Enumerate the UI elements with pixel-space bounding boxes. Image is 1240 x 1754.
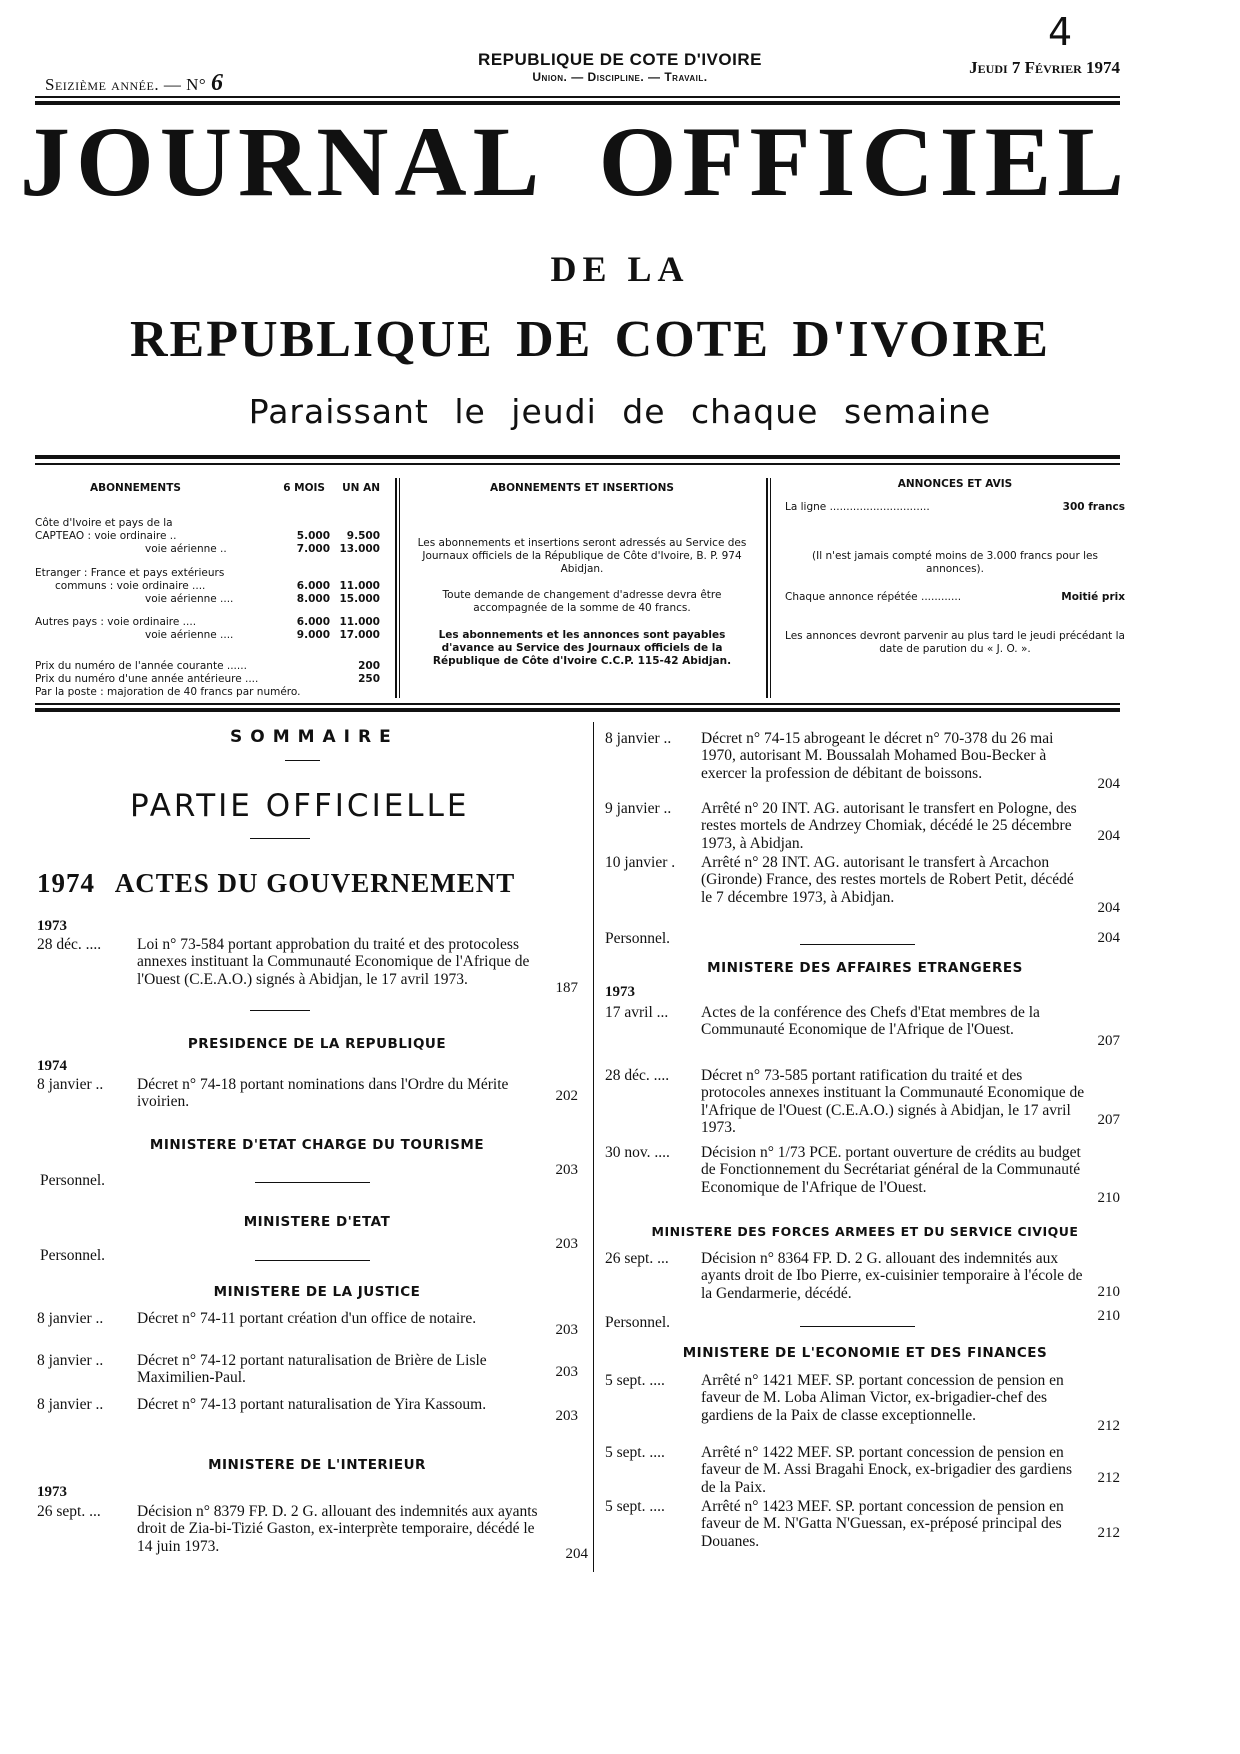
section-etrangeres: MINISTERE DES AFFAIRES ETRANGERES <box>707 960 1023 976</box>
entry-page: 207 <box>1097 1112 1120 1128</box>
section-presidence: PRESIDENCE DE LA REPUBLIQUE <box>187 1036 447 1052</box>
info-box-top-rule-2 <box>35 463 1120 465</box>
insertions-title: ABONNEMENTS ET INSERTIONS <box>490 482 674 494</box>
entry-text: Décret n° 73-585 portant ratification du traité et des protocoles annexes instituant la Communauté Economique de l'Afrique de l'Ouest (C.E.A.O.) signés à Abidjan, le 17 avril 1973. <box>701 1067 1085 1137</box>
header-rule-thick <box>35 101 1120 105</box>
year-label: Seizième année. <box>45 75 160 94</box>
title-journal: JOURNAL <box>20 106 546 217</box>
entry-page: 212 <box>1097 1418 1120 1434</box>
entry-date: 28 déc. .... <box>37 936 102 953</box>
autres-label: Autres pays : voie ordinaire .... <box>35 615 197 628</box>
section-etat: MINISTERE D'ETAT <box>243 1214 391 1230</box>
etr-aer-label: voie aérienne .... <box>145 592 234 605</box>
etr-label-1: Etranger : France et pays extérieurs <box>35 566 225 579</box>
left-entry-6 <box>37 1503 552 1563</box>
info-box-top-rule <box>35 455 1120 459</box>
entry-page: 204 <box>1097 900 1120 916</box>
cote-label-1: Côte d'Ivoire et pays de la <box>35 517 173 530</box>
separator-dash <box>250 1010 310 1011</box>
left-entry-3 <box>37 1310 552 1350</box>
insertions-box <box>412 482 752 668</box>
entry-page: 203 <box>555 1408 578 1424</box>
entry-date: 5 sept. .... <box>605 1498 665 1515</box>
entry-date: 10 janvier . <box>605 854 676 871</box>
section-economie: MINISTERE DE L'ECONOMIE ET DES FINANCES <box>682 1345 1048 1361</box>
insertions-p3: Les abonnements et les annonces sont payables d'avance au Service des Journaux officiels de la République de Côte d'Ivoire C.C.P. 115-42 Abidjan. <box>432 628 732 667</box>
info-box-bottom-rule <box>35 703 1120 705</box>
year-1973-c: 1973 <box>605 984 635 1000</box>
left-entry-5 <box>37 1396 552 1436</box>
entry-text: Loi n° 73-584 portant approbation du traité et des protocoless annexes instituant la Communauté Economique de l'Afrique de l'Ouest (C.E.A.O.) signés à Abidjan, le 17 avril 1973. <box>137 936 530 988</box>
cote-aer-6mois: 7.000 <box>296 543 330 556</box>
entry-text: Décret n° 74-18 portant nominations dans l'Ordre du Mérite ivoirien. <box>137 1076 509 1111</box>
annonces-title: ANNONCES ET AVIS <box>897 478 1013 490</box>
entry-page: 204 <box>565 1546 588 1562</box>
box-separator-1 <box>395 478 397 698</box>
right-entry-9 <box>605 1444 1085 1504</box>
etr-ord-6mois: 6.000 <box>296 579 330 592</box>
left-entry-1 <box>37 936 552 1008</box>
entry-text: Arrêté n° 20 INT. AG. autorisant le transfert en Pologne, des restes mortels de Andrzey Chomiak, décédé le 25 décembre 1973, à Abidjan. <box>701 800 1077 852</box>
right-entry-6 <box>605 1144 1085 1224</box>
separator-dash <box>255 1260 370 1261</box>
rci-word-2: DE <box>516 311 593 368</box>
col-un-an: UN AN <box>342 482 380 494</box>
tagline: Paraissant le jeudi de chaque semaine <box>248 392 992 431</box>
personnel-forces: Personnel. <box>605 1314 671 1331</box>
personnel-interieur: Personnel. <box>605 930 671 947</box>
section-tourisme: MINISTERE D'ETAT CHARGE DU TOURISME <box>149 1137 485 1153</box>
no-label: — N° <box>163 75 207 94</box>
masthead-republique <box>130 310 1050 369</box>
entry-text: Décret n° 74-15 abrogeant le décret n° 70-378 du 26 mai 1970, autorisant M. Boussalah Mohamed Bou-Becker à exercer la profession de débitant de boissons. <box>701 730 1054 782</box>
right-entry-3 <box>605 854 1085 924</box>
cote-ord-an: 9.500 <box>346 530 380 543</box>
box-separator-1b <box>399 478 400 698</box>
entry-page: 203 <box>555 1236 578 1252</box>
partie-dash <box>250 838 310 839</box>
right-entry-4 <box>605 1004 1085 1064</box>
entry-date: 30 nov. .... <box>605 1144 670 1161</box>
entry-page: 210 <box>1097 1190 1120 1206</box>
insertions-p2: Toute demande de changement d'adresse devra être accompagnée de la somme de 40 francs. <box>442 588 722 614</box>
left-entry-4 <box>37 1352 552 1392</box>
country-name: REPUBLIQUE DE COTE D'IVOIRE <box>478 50 762 69</box>
autres-ord-an: 11.000 <box>339 615 380 628</box>
cote-label-2: CAPTEAO : voie ordinaire .. <box>35 530 177 543</box>
rci-word-1: REPUBLIQUE <box>130 311 494 368</box>
entry-page: 203 <box>555 1162 578 1178</box>
entry-text: Décision n° 1/73 PCE. portant ouverture de crédits au budget de Fonctionnement du Secrétariat général de la Communauté Economique de l'Afrique de l'Ouest. <box>701 1144 1081 1196</box>
autres-aer-6mois: 9.000 <box>296 629 330 641</box>
entry-text: Décision n° 8379 FP. D. 2 G. allouant des indemnités aux ayants droit de Zia-bi-Tizié Gaston, ex-interprète temporaire, décédé le 14 juin 1973. <box>137 1503 538 1555</box>
entry-text: Arrêté n° 1421 MEF. SP. portant concession de pension en faveur de M. Loba Aliman Victor, ex-brigadier-chef des gardiens de la Paix de classe exceptionnelle. <box>701 1372 1064 1424</box>
year-1974: 1974 <box>37 1058 67 1074</box>
cote-aer-label: voie aérienne .. <box>145 543 227 556</box>
entry-page: 203 <box>555 1322 578 1338</box>
sommaire-title: SOMMAIRE <box>230 727 399 747</box>
annonces-delai: Les annonces devront parvenir au plus tard le jeudi précédant la date de parution du « J. O. ». <box>785 629 1125 655</box>
entry-page: 203 <box>555 1364 578 1380</box>
entry-page: 187 <box>555 980 578 996</box>
partie-officielle: PARTIE OFFICIELLE <box>130 788 470 824</box>
entry-page: 202 <box>555 1088 578 1104</box>
section-justice: MINISTERE DE LA JUSTICE <box>213 1284 421 1300</box>
entry-text: Décision n° 8364 FP. D. 2 G. allouant des indemnités aux ayants droit de Ibo Pierre, ex-cuisinier temporaire à l'école de la Gendarmerie, décédé. <box>701 1250 1083 1302</box>
entry-date: 8 janvier .. <box>37 1310 104 1327</box>
repetee-price: Moitié prix <box>1061 590 1125 603</box>
actes-year: 1974 <box>37 868 95 898</box>
entry-page: 204 <box>1097 930 1120 946</box>
prix-poste: Par la poste : majoration de 40 francs par numéro. <box>35 686 301 699</box>
year-1973: 1973 <box>37 918 67 934</box>
repetee-label: Chaque annonce répétée ............ <box>785 590 962 603</box>
sommaire-dash <box>285 760 320 761</box>
masthead-title <box>20 106 1130 217</box>
actes-title: ACTES DU GOUVERNEMENT <box>114 868 516 898</box>
entry-date: 9 janvier .. <box>605 800 672 817</box>
entry-date: 5 sept. .... <box>605 1372 665 1389</box>
autres-aer-label: voie aérienne .... <box>145 629 234 641</box>
entry-text: Décret n° 74-11 portant création d'un office de notaire. <box>137 1310 477 1327</box>
header-rule <box>35 96 1120 98</box>
info-box-bottom-rule-2 <box>35 708 1120 712</box>
prix-courante: 200 <box>358 660 380 673</box>
motto: Union. — Discipline. — Travail. <box>532 70 708 84</box>
insertions-p1: Les abonnements et insertions seront adressés au Service des Journaux officiels de la République de Côte d'Ivoire, B. P. 974 Abidjan. <box>417 537 747 576</box>
entry-text: Décret n° 74-12 portant naturalisation de Brière de Lisle Maximilien-Paul. <box>137 1352 487 1387</box>
masthead-de-la: DE LA <box>550 249 690 289</box>
right-entry-1 <box>605 730 1085 810</box>
etr-aer-an: 15.000 <box>339 592 380 605</box>
personnel-tourisme: Personnel. <box>40 1172 106 1189</box>
issue-date: Jeudi 7 Février 1974 <box>969 58 1120 77</box>
entry-date: 5 sept. .... <box>605 1444 665 1461</box>
right-entry-10 <box>605 1498 1085 1558</box>
annonces-note: (Il n'est jamais compté moins de 3.000 francs pour les annonces). <box>812 550 1098 576</box>
prix-courante-label: Prix du numéro de l'année courante ...... <box>35 660 247 673</box>
entry-text: Actes de la conférence des Chefs d'Etat membres de la Communauté Economique de l'Afrique de l'Ouest. <box>701 1004 1040 1039</box>
actes-heading <box>37 868 515 899</box>
right-entry-2 <box>605 800 1085 860</box>
entry-page: 212 <box>1097 1525 1120 1541</box>
ligne-label: La ligne .............................. <box>785 501 930 514</box>
entry-date: 26 sept. ... <box>605 1250 669 1267</box>
col-6mois: 6 MOIS <box>283 482 325 494</box>
entry-page: 207 <box>1097 1033 1120 1049</box>
right-entry-5 <box>605 1067 1085 1147</box>
country-header <box>440 50 800 84</box>
entry-page: 204 <box>1097 828 1120 844</box>
separator-dash <box>255 1182 370 1183</box>
entry-date: 8 janvier .. <box>37 1076 104 1093</box>
abonnements-box <box>35 482 380 700</box>
etr-ord-an: 11.000 <box>339 579 380 592</box>
issue-info <box>45 70 223 97</box>
title-officiel: OFFICIEL <box>598 106 1130 217</box>
issue-number: 6 <box>210 70 224 96</box>
abonnements-title: ABONNEMENTS <box>90 482 181 494</box>
autres-ord-6mois: 6.000 <box>296 615 330 628</box>
entry-page: 204 <box>1097 776 1120 792</box>
right-entry-8 <box>605 1372 1085 1452</box>
entry-date: 8 janvier .. <box>37 1352 104 1369</box>
prix-anterieure-label: Prix du numéro d'une année antérieure .... <box>35 673 259 686</box>
box-separator-2b <box>770 478 771 698</box>
year-1973-b: 1973 <box>37 1484 67 1500</box>
handwritten-mark: 4 <box>1048 10 1073 54</box>
rci-word-4: D'IVOIRE <box>792 311 1050 368</box>
entry-page: 210 <box>1097 1284 1120 1300</box>
cote-ord-6mois: 5.000 <box>296 530 330 543</box>
ligne-price: 300 francs <box>1062 501 1125 514</box>
entry-date: 26 sept. ... <box>37 1503 101 1520</box>
entry-date: 28 déc. .... <box>605 1067 670 1084</box>
entry-text: Arrêté n° 1422 MEF. SP. portant concession de pension en faveur de M. Assi Bragahi Enock, ex-brigadier des gardiens de la Paix. <box>701 1444 1073 1496</box>
rci-word-3: COTE <box>614 311 771 368</box>
entry-date: 8 janvier .. <box>605 730 672 747</box>
section-interieur: MINISTERE DE L'INTERIEUR <box>208 1457 426 1473</box>
cote-aer-an: 13.000 <box>339 543 380 556</box>
annonces-box <box>785 478 1125 656</box>
separator-dash <box>800 944 915 945</box>
personnel-etat: Personnel. <box>40 1247 106 1264</box>
entry-text: Arrêté n° 1423 MEF. SP. portant concession de pension en faveur de M. N'Gatta N'Guessan, ex-préposé principal des Douanes. <box>701 1498 1064 1550</box>
prix-anterieure: 250 <box>358 673 380 686</box>
autres-aer-an: 17.000 <box>339 629 380 641</box>
entry-date: 8 janvier .. <box>37 1396 104 1413</box>
left-entry-2 <box>37 1076 552 1116</box>
etr-label-2: communs : voie ordinaire .... <box>55 579 206 592</box>
entry-text: Décret n° 74-13 portant naturalisation de Yira Kassoum. <box>137 1396 487 1413</box>
etr-aer-6mois: 8.000 <box>296 592 330 605</box>
entry-text: Arrêté n° 28 INT. AG. autorisant le transfert à Arcachon (Gironde) France, des restes mortels de Robert Petit, décédé le 7 décembre 1973, à Abidjan. <box>701 854 1074 906</box>
separator-dash <box>800 1326 915 1327</box>
right-entry-7 <box>605 1250 1085 1310</box>
entry-page: 210 <box>1097 1308 1120 1324</box>
entry-page: 212 <box>1097 1470 1120 1486</box>
entry-date: 17 avril ... <box>605 1004 669 1021</box>
box-separator-2 <box>766 478 768 698</box>
section-forces: MINISTERE DES FORCES ARMEES ET DU SERVICE CIVIQUE <box>651 1224 1079 1239</box>
